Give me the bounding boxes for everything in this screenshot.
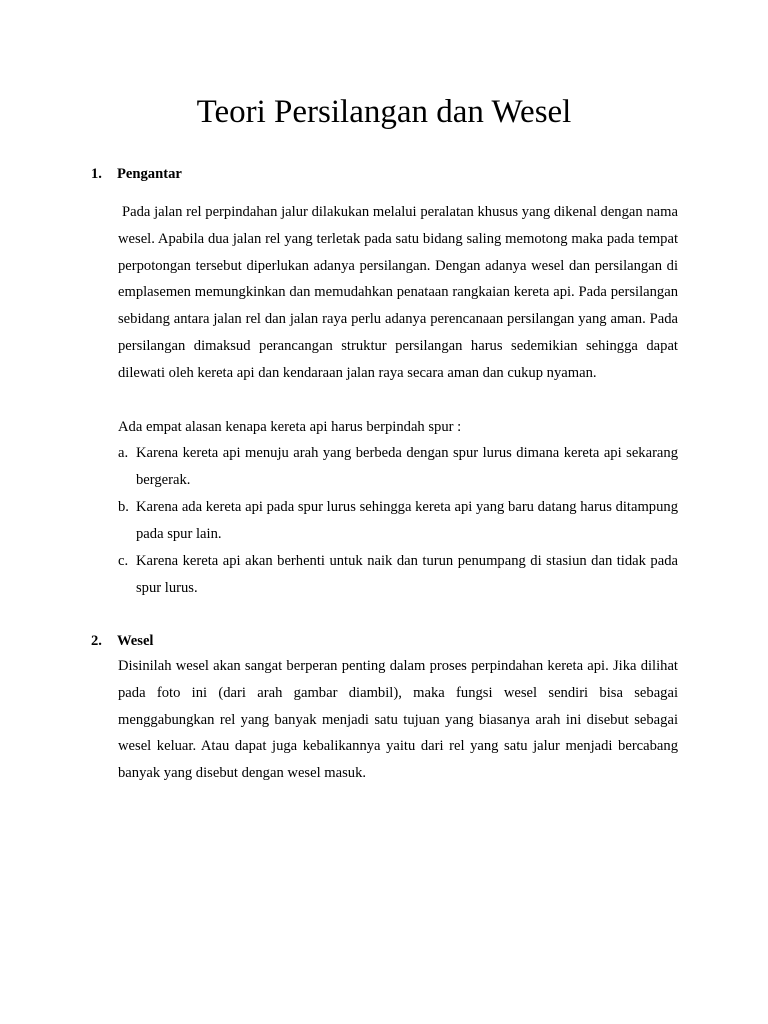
list-item-text: Karena kereta api akan berhenti untuk naik dan turun penumpang di stasiun dan tidak pada spur lurus. [136, 553, 678, 596]
document-title: Teori Persilangan dan Wesel [196, 94, 572, 130]
list-item-a [118, 440, 678, 494]
list-intro: Ada empat alasan kenapa kereta api harus berpindah spur : [118, 419, 462, 435]
list-item-b [118, 494, 678, 548]
section-title: Wesel [117, 633, 154, 649]
list-marker: b. [118, 499, 129, 515]
section-paragraph-pengantar: Pada jalan rel perpindahan jalur dilakukan melalui peralatan khusus yang dikenal dengan nama wesel. Apabila dua jalan rel yang terletak pada satu bidang saling memotong maka pada tempat perpotongan tersebut diperlukan adanya persilangan. Dengan adanya wesel dan persilangan di emplasemen memungkinkan dan memudahkan penataan rangkaian kereta api. Pada persilangan sebidang antara jalan rel dan jalan raya perlu adanya perencanaan persilangan yang aman. Pada persilangan dimaksud perancangan struktur persilangan harus sedemikian sehingga dapat dilewati oleh kereta api dan kendaraan jalan raya secara aman dan cukup nyaman. [118, 204, 678, 381]
section-number: 2. [91, 633, 102, 649]
list-marker: c. [118, 553, 129, 569]
section-paragraph-wesel: Disinilah wesel akan sangat berperan penting dalam proses perpindahan kereta api. Jika dilihat pada foto ini (dari arah gambar diambil), maka fungsi wesel sendiri bisa sebagai menggabungkan rel yang banyak menjadi satu tujuan yang biasanya arah ini disebut sebagai wesel keluar. Atau dapat juga kebalikannya yaitu dari rel yang satu jalur menjadi bercabang banyak yang disebut dengan wesel masuk. [118, 658, 678, 782]
section-title: Pengantar [117, 166, 182, 182]
list-marker: a. [118, 445, 129, 461]
section-number: 1. [91, 166, 102, 182]
list-item-text: Karena kereta api menuju arah yang berbeda dengan spur lurus dimana kereta api sekarang bergerak. [136, 445, 678, 488]
list-item-c [118, 548, 678, 602]
list-item-text: Karena ada kereta api pada spur lurus sehingga kereta api yang baru datang harus ditampung pada spur lain. [136, 499, 678, 542]
